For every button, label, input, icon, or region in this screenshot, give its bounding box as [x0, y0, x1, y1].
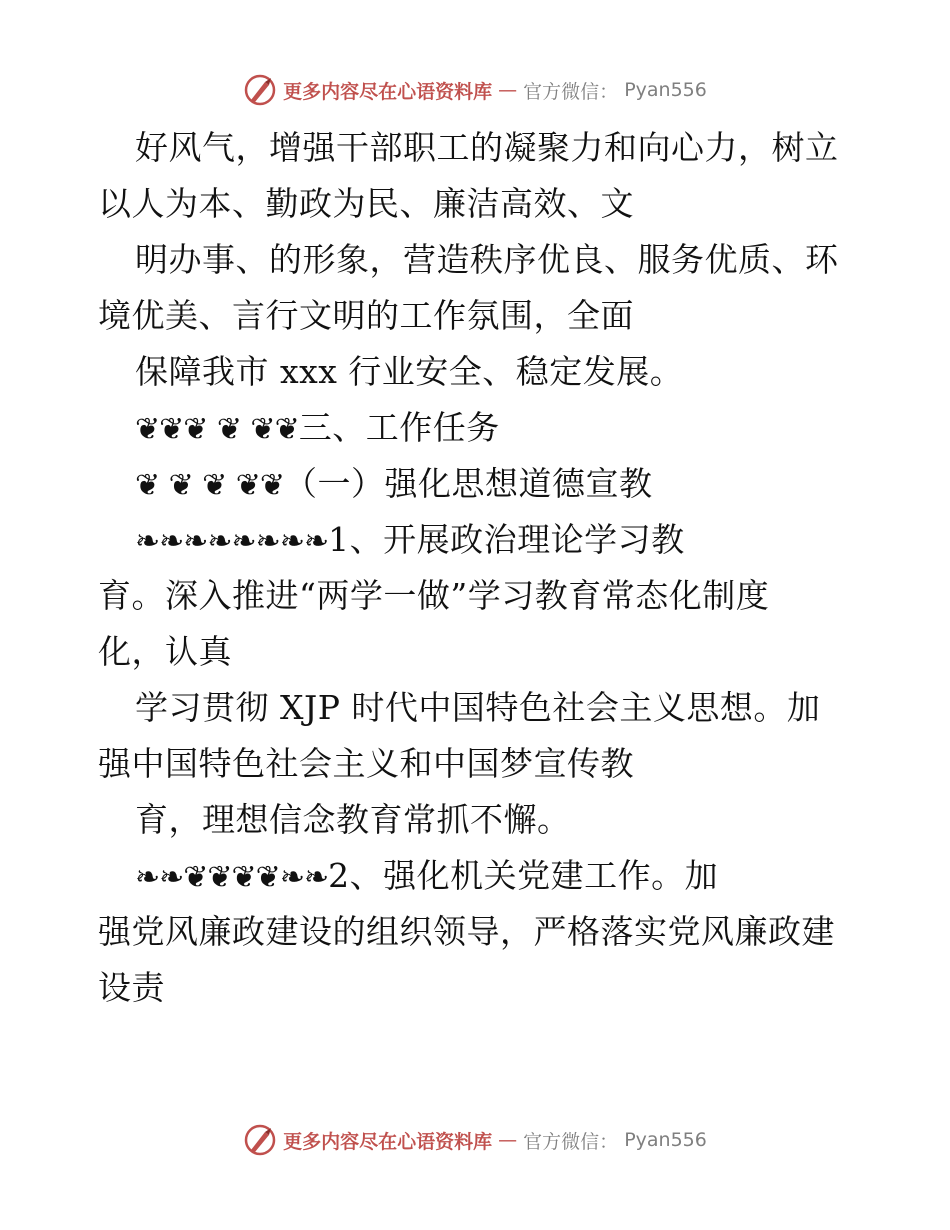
header-watermark-banner: [0, 70, 950, 110]
line-text: 育，理想信念教育常抓不懈。: [135, 800, 571, 839]
paragraph-line: [98, 344, 858, 400]
paragraph-line: [98, 960, 858, 1016]
line-text: 化，认真: [98, 632, 232, 671]
footer-watermark-banner: [0, 1120, 950, 1160]
banner-wechat-id: Pyan556: [624, 1129, 707, 1151]
quill-pen-logo-icon: [243, 1123, 277, 1157]
line-text: 育。深入推进“两学一做”学习教育常态化制度: [98, 576, 770, 615]
ornament-glyphs: ❧❧❧❧❧❧❧❧: [135, 524, 329, 559]
paragraph-line: [98, 288, 858, 344]
line-text: 以人为本、勤政为民、廉洁高效、文: [98, 184, 634, 223]
paragraph-line: [98, 792, 858, 848]
line-text: 强中国特色社会主义和中国梦宣传教: [98, 744, 634, 783]
banner-brand-text: 更多内容尽在心语资料库: [283, 1130, 493, 1153]
ornament-glyphs: ❦❦❦ ❦ ❦❦: [135, 412, 299, 447]
paragraph-line: [98, 176, 858, 232]
banner-separator: —: [498, 1129, 518, 1151]
ornament-glyphs: ❦ ❦ ❦ ❦❦: [135, 468, 285, 503]
line-text: 设责: [98, 968, 165, 1007]
paragraph-line: [98, 848, 858, 904]
paragraph-line: [98, 512, 858, 568]
line-text: 强党风廉政建设的组织领导，严格落实党风廉政建: [98, 912, 835, 951]
paragraph-line: [98, 120, 858, 176]
line-text: 2、强化机关党建工作。加: [328, 856, 719, 895]
paragraph-line: [98, 904, 858, 960]
ornament-glyphs: ❧❧❦❦❦❦❧❧: [135, 860, 329, 895]
paragraph-line: [98, 624, 858, 680]
banner-wechat-label: 官方微信：: [523, 80, 619, 103]
line-text: 三、工作任务: [298, 408, 500, 447]
line-text: 好风气，增强干部职工的凝聚力和向心力，树立: [135, 128, 839, 167]
line-text: （一）强化思想道德宣教: [284, 464, 653, 503]
banner-wechat-id: Pyan556: [624, 79, 707, 101]
paragraph-line: [98, 680, 858, 736]
paragraph-line: [98, 232, 858, 288]
banner-wechat-label: 官方微信：: [523, 1130, 619, 1153]
line-text: 保障我市 xxx 行业安全、稳定发展。: [135, 352, 684, 391]
paragraph-line: [98, 568, 858, 624]
quill-pen-logo-icon: [243, 73, 277, 107]
line-text: 明办事、的形象，营造秩序优良、服务优质、环: [135, 240, 839, 279]
banner-separator: —: [498, 79, 518, 101]
paragraph-line: [98, 736, 858, 792]
paragraph-line: [98, 456, 858, 512]
line-text: 1、开展政治理论学习教: [328, 520, 685, 559]
paragraph-line: [98, 400, 858, 456]
banner-brand-text: 更多内容尽在心语资料库: [283, 80, 493, 103]
line-text: 学习贯彻 XJP 时代中国特色社会主义思想。加: [135, 688, 821, 727]
line-text: 境优美、言行文明的工作氛围，全面: [98, 296, 634, 335]
document-body: [98, 120, 858, 1016]
